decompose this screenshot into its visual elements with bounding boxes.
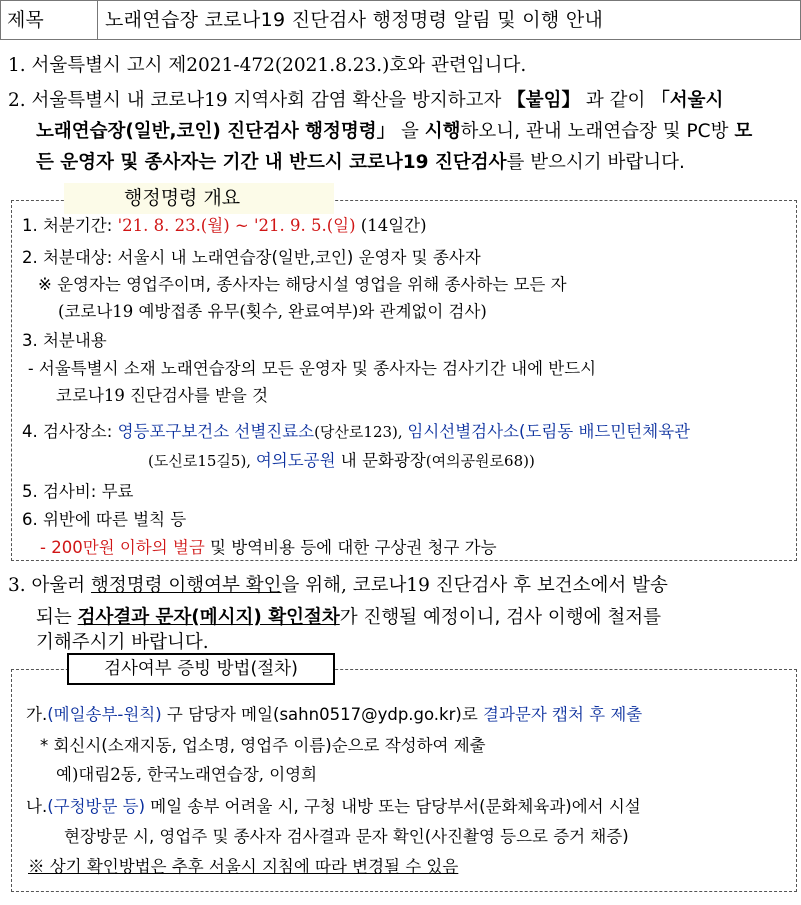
culture-plaza: 내 문화광장 — [335, 451, 426, 470]
ga-mid: 구 담당자 메일(sahn0517@ydp.go.kr)로 — [161, 705, 484, 724]
temp-test-site: 임시선별검사소(도림동 배드민턴체육관 — [407, 422, 691, 441]
park-address: (여의공원로68)) — [425, 452, 535, 470]
summary-period — [22, 213, 427, 239]
na-rest: 메일 송부 어려울 시, 구청 내방 또는 담당부서(문화체육과)에서 시설 — [145, 797, 641, 816]
summary-target: 2. 처분대상: 서울시 내 노래연습장(일반,코인) 운영자 및 종사자 — [22, 248, 481, 267]
period-days: (14일간) — [355, 216, 427, 235]
item-1: 1. 서울특별시 고시 제2021-472(2021.8.23.)호와 관련입니다. — [8, 55, 527, 76]
title-label: 제목 — [1, 1, 98, 39]
item-2-text-f: 를 받으시기 바랍니다. — [506, 152, 685, 173]
health-center-address: (당산로123), — [314, 423, 408, 441]
na-prefix: 나. — [26, 797, 48, 816]
period-label: 1. 처분기간: — [22, 216, 118, 235]
summary-location-line-1 — [22, 419, 690, 445]
penalty-dash: - — [40, 538, 52, 557]
proof-na-line-2: 현장방문 시, 영업주 및 종사자 검사결과 문자 확인(사진촬영 등으로 증거 채증) — [64, 827, 629, 846]
email-method: (메일송부-원칙) — [47, 705, 162, 724]
health-center-site: 영등포구보건소 선별진료소 — [117, 422, 315, 441]
summary-content-line-1: - 서울특별시 소재 노래연습장의 모든 운영자 및 종사자는 검사기간 내에 반드시 — [28, 359, 597, 378]
proof-ga-note-2: 예)대림2동, 한국노래연습장, 이영희 — [56, 765, 318, 784]
summary-penalty-detail — [40, 535, 497, 561]
sms-check-procedure: 검사결과 문자(메시지) 확인절차 — [77, 607, 340, 628]
seoul-ref: 「서울시 — [651, 90, 724, 111]
item-2-line-3 — [36, 147, 685, 178]
proof-heading: 검사여부 증빙 방법(절차) — [67, 653, 335, 685]
item-2-text-a: 2. 서울특별시 내 코로나19 지역사회 감염 확산을 방지하고자 — [8, 90, 508, 111]
item-3-text-d: 되는 — [36, 607, 78, 628]
visit-method: (구청방문 등) — [47, 797, 146, 816]
proof-footnote: ※ 상기 확인방법은 추후 서울시 지침에 따라 변경될 수 있음 — [28, 857, 459, 876]
summary-cost: 5. 검사비: 무료 — [22, 482, 134, 501]
proof-ga-note-1: * 회신시(소재지동, 업소명, 영업주 이름)순으로 작성하여 제출 — [40, 736, 486, 755]
item-3-line-3: 기해주시기 바랍니다. — [36, 632, 209, 653]
summary-heading: 행정명령 개요 — [64, 183, 334, 214]
item-2-text-d: 하오니, 관내 노래연습장 및 PC방 — [460, 121, 735, 142]
period-dates: '21. 8. 23.(월) ~ '21. 9. 5.(일) — [117, 216, 356, 235]
summary-location-line-2 — [148, 448, 535, 474]
location-label: 4. 검사장소: — [22, 422, 118, 441]
ga-prefix: 가. — [26, 705, 48, 724]
item-2-text-e: 모 — [734, 121, 753, 142]
penalty-rest: 및 방역비용 등에 대한 구상권 청구 가능 — [204, 538, 497, 557]
enforce-word: 시행 — [424, 121, 461, 142]
item-3-text-c: 을 위해, 코로나19 진단검사 후 보건소에서 발송 — [281, 575, 668, 596]
document-title: 노래연습장 코로나19 진단검사 행정명령 알림 및 이행 안내 — [105, 9, 604, 31]
summary-content-line-2: 코로나19 진단검사를 받을 것 — [56, 386, 269, 405]
proof-na — [26, 794, 641, 820]
yeouido-park-site: 여의도공원 — [255, 451, 336, 470]
item-2-line-2 — [36, 116, 752, 147]
item-2-text-b: 을 — [395, 121, 425, 142]
temp-test-address: (도신로15길5), — [148, 452, 256, 470]
compliance-check: 행정명령 이행여부 확인 — [91, 575, 282, 596]
all-operators-phrase: 든 운영자 및 종사자는 기간 내 반드시 코로나19 진단검사 — [36, 152, 507, 173]
proof-ga — [26, 702, 642, 728]
item-2-text-c: 과 같이 — [580, 90, 652, 111]
title-bar — [0, 0, 801, 40]
summary-target-note-2: (코로나19 예방접종 유무(횟수, 완료여부)와 관계없이 검사) — [58, 302, 487, 321]
ga-end: 결과문자 캡처 후 제출 — [483, 705, 643, 724]
item-3-line-1 — [8, 570, 668, 601]
item-2-line-1 — [8, 85, 723, 116]
summary-target-note-1: ※ 운영자는 영업주이며, 종사자는 해당시설 영업을 위해 종사하는 모든 자 — [38, 275, 567, 294]
item-3-text-e: 가 진행될 예정이니, 검사 이행에 철저를 — [339, 607, 661, 628]
fine-amount: 200만원 이하의 벌금 — [51, 538, 205, 557]
summary-penalty-title: 6. 위반에 따른 벌칙 등 — [22, 510, 187, 529]
order-name: 노래연습장(일반,코인) 진단검사 행정명령」 — [36, 121, 396, 142]
attachment-mark: 【붙임】 — [507, 90, 581, 111]
summary-content-title: 3. 처분내용 — [22, 331, 107, 350]
item-3-text-a: 3. 아울러 — [8, 575, 92, 596]
